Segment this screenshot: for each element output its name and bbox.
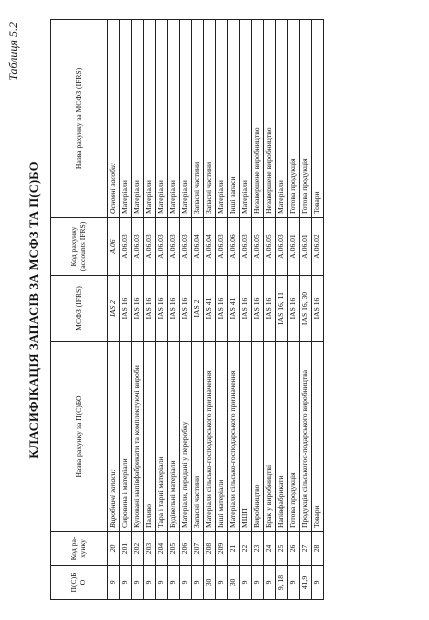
ifrs-code-cell: A.06.06 bbox=[228, 218, 240, 276]
account-name-cell: Товари bbox=[312, 342, 324, 532]
standard-cell: 9 bbox=[144, 566, 156, 600]
inventory-classification-table bbox=[50, 19, 324, 600]
account-name-cell: Виробництво bbox=[252, 342, 264, 532]
ifrs-cell: IAS 41 bbox=[204, 276, 216, 342]
ifrs-name-cell: Основні засоби: bbox=[108, 20, 120, 218]
standard-cell: 9 bbox=[312, 566, 324, 600]
account-code-cell: 205 bbox=[168, 532, 180, 566]
ifrs-code-cell: A.06 bbox=[108, 218, 120, 276]
ifrs-cell: IAS 16 bbox=[312, 276, 324, 342]
ifrs-code-cell: A.06.03 bbox=[276, 218, 288, 276]
account-code-cell: 206 bbox=[180, 532, 192, 566]
ifrs-code-cell: A.06.03 bbox=[168, 218, 180, 276]
ifrs-cell: IAS 16 bbox=[168, 276, 180, 342]
standard-cell: 9 bbox=[192, 566, 204, 600]
account-code-cell: 209 bbox=[216, 532, 228, 566]
standard-cell: 9 bbox=[132, 566, 144, 600]
account-code-cell: 27 bbox=[300, 532, 312, 566]
table-row bbox=[144, 20, 156, 600]
ifrs-cell: IAS 16 bbox=[120, 276, 132, 342]
ifrs-cell: IAS 16 bbox=[156, 276, 168, 342]
ifrs-name-cell: Готова продукція bbox=[288, 20, 300, 218]
page-title: КЛАСИФІКАЦІЯ ЗАПАСІВ ЗА МСФЗ ТА П(С)БО bbox=[27, 161, 41, 459]
account-code-cell: 203 bbox=[144, 532, 156, 566]
table-header-row bbox=[51, 20, 108, 600]
header-cell: МСФЗ (IFRS) bbox=[51, 276, 108, 342]
table-row bbox=[216, 20, 228, 600]
table-row bbox=[192, 20, 204, 600]
account-name-cell: Запасні частини bbox=[192, 342, 204, 532]
ifrs-name-cell: Матеріали bbox=[216, 20, 228, 218]
ifrs-name-cell: Запасні частини bbox=[192, 20, 204, 218]
ifrs-cell: IAS 41 bbox=[228, 276, 240, 342]
ifrs-code-cell: A.06.03 bbox=[120, 218, 132, 276]
ifrs-code-cell: A.06.01 bbox=[288, 218, 300, 276]
standard-cell: 9, 18 bbox=[276, 566, 288, 600]
account-name-cell: МШП bbox=[240, 342, 252, 532]
ifrs-name-cell: Матеріали bbox=[120, 20, 132, 218]
account-code-cell: 28 bbox=[312, 532, 324, 566]
ifrs-cell: IAS 16, 11 bbox=[276, 276, 288, 342]
account-name-cell: Тара і тарні матеріали bbox=[156, 342, 168, 532]
standard-cell: 9 bbox=[252, 566, 264, 600]
ifrs-name-cell: Матеріали bbox=[180, 20, 192, 218]
account-name-cell: Куповані напівфабрикати та комплектуючі вироби bbox=[132, 342, 144, 532]
standard-cell: 9 bbox=[288, 566, 300, 600]
account-code-cell: 202 bbox=[132, 532, 144, 566]
standard-cell: 9 bbox=[216, 566, 228, 600]
header-cell: Код ра-хунку bbox=[51, 532, 108, 566]
account-name-cell: Виробничі запаси: bbox=[108, 342, 120, 532]
ifrs-cell: IAS 2 bbox=[192, 276, 204, 342]
standard-cell: 30 bbox=[228, 566, 240, 600]
ifrs-cell: IAS 16 bbox=[144, 276, 156, 342]
ifrs-code-cell: A.06.03 bbox=[180, 218, 192, 276]
account-name-cell: Напівфабрикати bbox=[276, 342, 288, 532]
table-row bbox=[132, 20, 144, 600]
account-code-cell: 20 bbox=[108, 532, 120, 566]
table-row bbox=[252, 20, 264, 600]
table-row bbox=[264, 20, 276, 600]
ifrs-code-cell: A.06.03 bbox=[216, 218, 228, 276]
table-row bbox=[156, 20, 168, 600]
ifrs-code-cell: A.06.03 bbox=[240, 218, 252, 276]
header-cell: Назва рахунку за МСФЗ (IFRS) bbox=[51, 20, 108, 218]
ifrs-name-cell: Інші запаси bbox=[228, 20, 240, 218]
account-name-cell: Сировина і матеріали bbox=[120, 342, 132, 532]
ifrs-name-cell: Матеріали bbox=[240, 20, 252, 218]
account-code-cell: 208 bbox=[204, 532, 216, 566]
account-name-cell: Матеріали сільсько-господарського призначення bbox=[228, 342, 240, 532]
account-code-cell: 25 bbox=[276, 532, 288, 566]
standard-cell: 30 bbox=[204, 566, 216, 600]
account-code-cell: 26 bbox=[288, 532, 300, 566]
account-code-cell: 22 bbox=[240, 532, 252, 566]
ifrs-cell: IAS 16, 30 bbox=[300, 276, 312, 342]
account-name-cell: Продукція сільськогос-подарського виробництва bbox=[300, 342, 312, 532]
ifrs-code-cell: A.06.05 bbox=[264, 218, 276, 276]
account-name-cell: Матеріали, передані у переробку bbox=[180, 342, 192, 532]
ifrs-name-cell: Матеріали bbox=[144, 20, 156, 218]
standard-cell: 9 bbox=[240, 566, 252, 600]
table-row bbox=[180, 20, 192, 600]
account-name-cell: Будівельні матеріали bbox=[168, 342, 180, 532]
table-row bbox=[168, 20, 180, 600]
table-row bbox=[312, 20, 324, 600]
standard-cell: 9 bbox=[120, 566, 132, 600]
table-row bbox=[204, 20, 216, 600]
ifrs-cell: IAS 16 bbox=[132, 276, 144, 342]
ifrs-cell: IAS 16 bbox=[252, 276, 264, 342]
account-name-cell: Готова продукція bbox=[288, 342, 300, 532]
ifrs-cell: IAS 16 bbox=[180, 276, 192, 342]
table-row bbox=[228, 20, 240, 600]
header-cell: Назва рахунку за П(С)БО bbox=[51, 342, 108, 532]
ifrs-code-cell: A.06.03 bbox=[144, 218, 156, 276]
ifrs-code-cell: A.06.03 bbox=[156, 218, 168, 276]
ifrs-name-cell: Матеріали bbox=[168, 20, 180, 218]
table-row bbox=[120, 20, 132, 600]
table-row bbox=[276, 20, 288, 600]
ifrs-name-cell: Товари bbox=[312, 20, 324, 218]
ifrs-code-cell: A.06.02 bbox=[312, 218, 324, 276]
standard-cell: 9 bbox=[264, 566, 276, 600]
standard-cell: 9 bbox=[156, 566, 168, 600]
account-code-cell: 204 bbox=[156, 532, 168, 566]
ifrs-cell: IAS 16 bbox=[264, 276, 276, 342]
ifrs-name-cell: Готова продукція bbox=[300, 20, 312, 218]
account-code-cell: 24 bbox=[264, 532, 276, 566]
account-name-cell: Інші матеріали bbox=[216, 342, 228, 532]
ifrs-name-cell: Матеріали bbox=[276, 20, 288, 218]
account-code-cell: 201 bbox=[120, 532, 132, 566]
standard-cell: 9 bbox=[108, 566, 120, 600]
ifrs-cell: IAS 16 bbox=[240, 276, 252, 342]
table-row bbox=[300, 20, 312, 600]
account-code-cell: 207 bbox=[192, 532, 204, 566]
table-row bbox=[288, 20, 300, 600]
ifrs-name-cell: Запасні частини bbox=[204, 20, 216, 218]
standard-cell: 41,9 bbox=[300, 566, 312, 600]
ifrs-code-cell: A.06.04 bbox=[204, 218, 216, 276]
ifrs-name-cell: Матеріали bbox=[156, 20, 168, 218]
ifrs-name-cell: Незавершене виробництво bbox=[264, 20, 276, 218]
standard-cell: 9 bbox=[180, 566, 192, 600]
ifrs-name-cell: Матеріали bbox=[132, 20, 144, 218]
account-code-cell: 21 bbox=[228, 532, 240, 566]
account-name-cell: Матеріали сільсько-господарського призначення bbox=[204, 342, 216, 532]
ifrs-code-cell: A.06.05 bbox=[252, 218, 264, 276]
ifrs-name-cell: Незавершене виробництво bbox=[252, 20, 264, 218]
table-label: Таблиця 5.2 bbox=[6, 22, 20, 81]
header-cell: П(С)Б О bbox=[51, 566, 108, 600]
ifrs-cell: IAS 2 bbox=[108, 276, 120, 342]
table-body bbox=[108, 20, 324, 600]
account-name-cell: Брак у виробництві bbox=[264, 342, 276, 532]
table-row bbox=[108, 20, 120, 600]
table-row bbox=[240, 20, 252, 600]
account-name-cell: Паливо bbox=[144, 342, 156, 532]
ifrs-code-cell: A.06.01 bbox=[300, 218, 312, 276]
ifrs-code-cell: A.06.03 bbox=[132, 218, 144, 276]
ifrs-cell: IAS 16 bbox=[216, 276, 228, 342]
header-cell: Код рахунку (accounts IFRS) bbox=[51, 218, 108, 276]
account-code-cell: 23 bbox=[252, 532, 264, 566]
ifrs-code-cell: A.06.04 bbox=[192, 218, 204, 276]
standard-cell: 9 bbox=[168, 566, 180, 600]
ifrs-cell: IAS 16 bbox=[288, 276, 300, 342]
